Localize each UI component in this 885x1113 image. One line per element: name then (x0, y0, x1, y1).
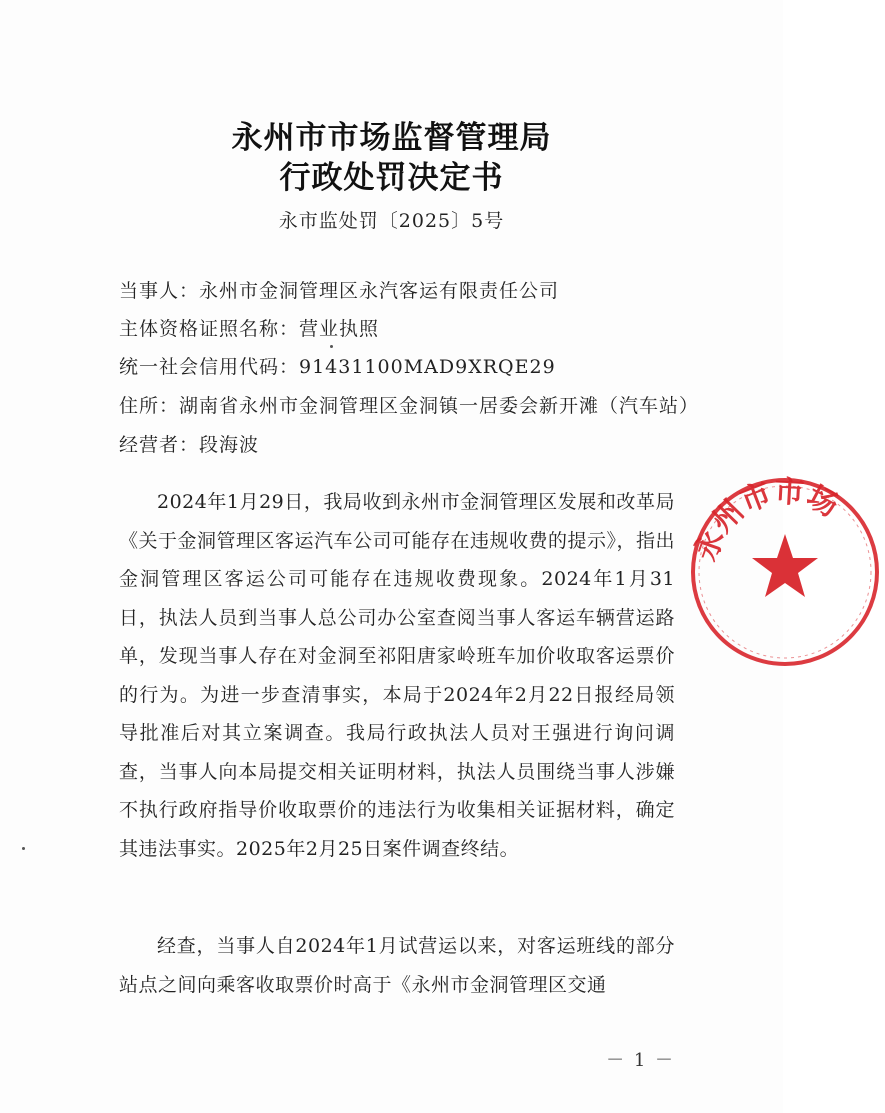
party-name: 当事人：永州市金洞管理区永汽客运有限责任公司 (119, 280, 560, 302)
party-license-name: 主体资格证照名称：营业执照 (119, 318, 380, 340)
seal-text: 永州市市场 (688, 474, 844, 566)
body-paragraph-1: 2024年1月29日，我局收到永州市金洞管理区发展和改革局《关于金洞管理区客运汽车公司可能存在违规收费的提示》，指出金洞管理区客运公司可能存在违规收费现象。2024年1月31日，执法人员到当事人总公司办公室查阅当事人客运车辆营运路单，发现当事人存在对金洞至祁阳唐家岭班车加价收取客运票价的行为。为进一步查清事实，本局于2024年2月22日报经局领导批准后对其立案调查。我局行政执法人员对王强进行询问调查，当事人向本局提交相关证明材料，执法人员围绕当事人涉嫌不执行政府指导价收取票价的违法行为收集相关证据材料，确定其违法事实。2025年2月25日案件调查终结。 (119, 491, 676, 860)
document-number: 永市监处罚〔2025〕5号 (278, 210, 505, 232)
official-seal-stamp (685, 472, 885, 672)
svg-text:永州市市场 (689, 474, 844, 565)
body-paragraph-2: 经查，当事人自2024年1月试营运以来，对客运班线的部分站点之间向乘客收取票价时高于《永州市金洞管理区交通 (119, 935, 675, 996)
party-address: 住所：湖南省永州市金洞管理区金洞镇一居委会新开滩（汽车站） (119, 395, 700, 417)
party-credit-code: 统一社会信用代码：91431100MAD9XRQE29 (119, 356, 556, 378)
party-operator: 经营者：段海波 (119, 434, 260, 456)
scan-speck (330, 345, 333, 348)
scan-speck (22, 847, 25, 850)
page-number: － 1 － (606, 1050, 675, 1071)
document-title-line1: 永州市市场监督管理局 (231, 120, 552, 156)
seal-star-icon (752, 534, 818, 597)
document-title-line2: 行政处罚决定书 (279, 160, 504, 196)
